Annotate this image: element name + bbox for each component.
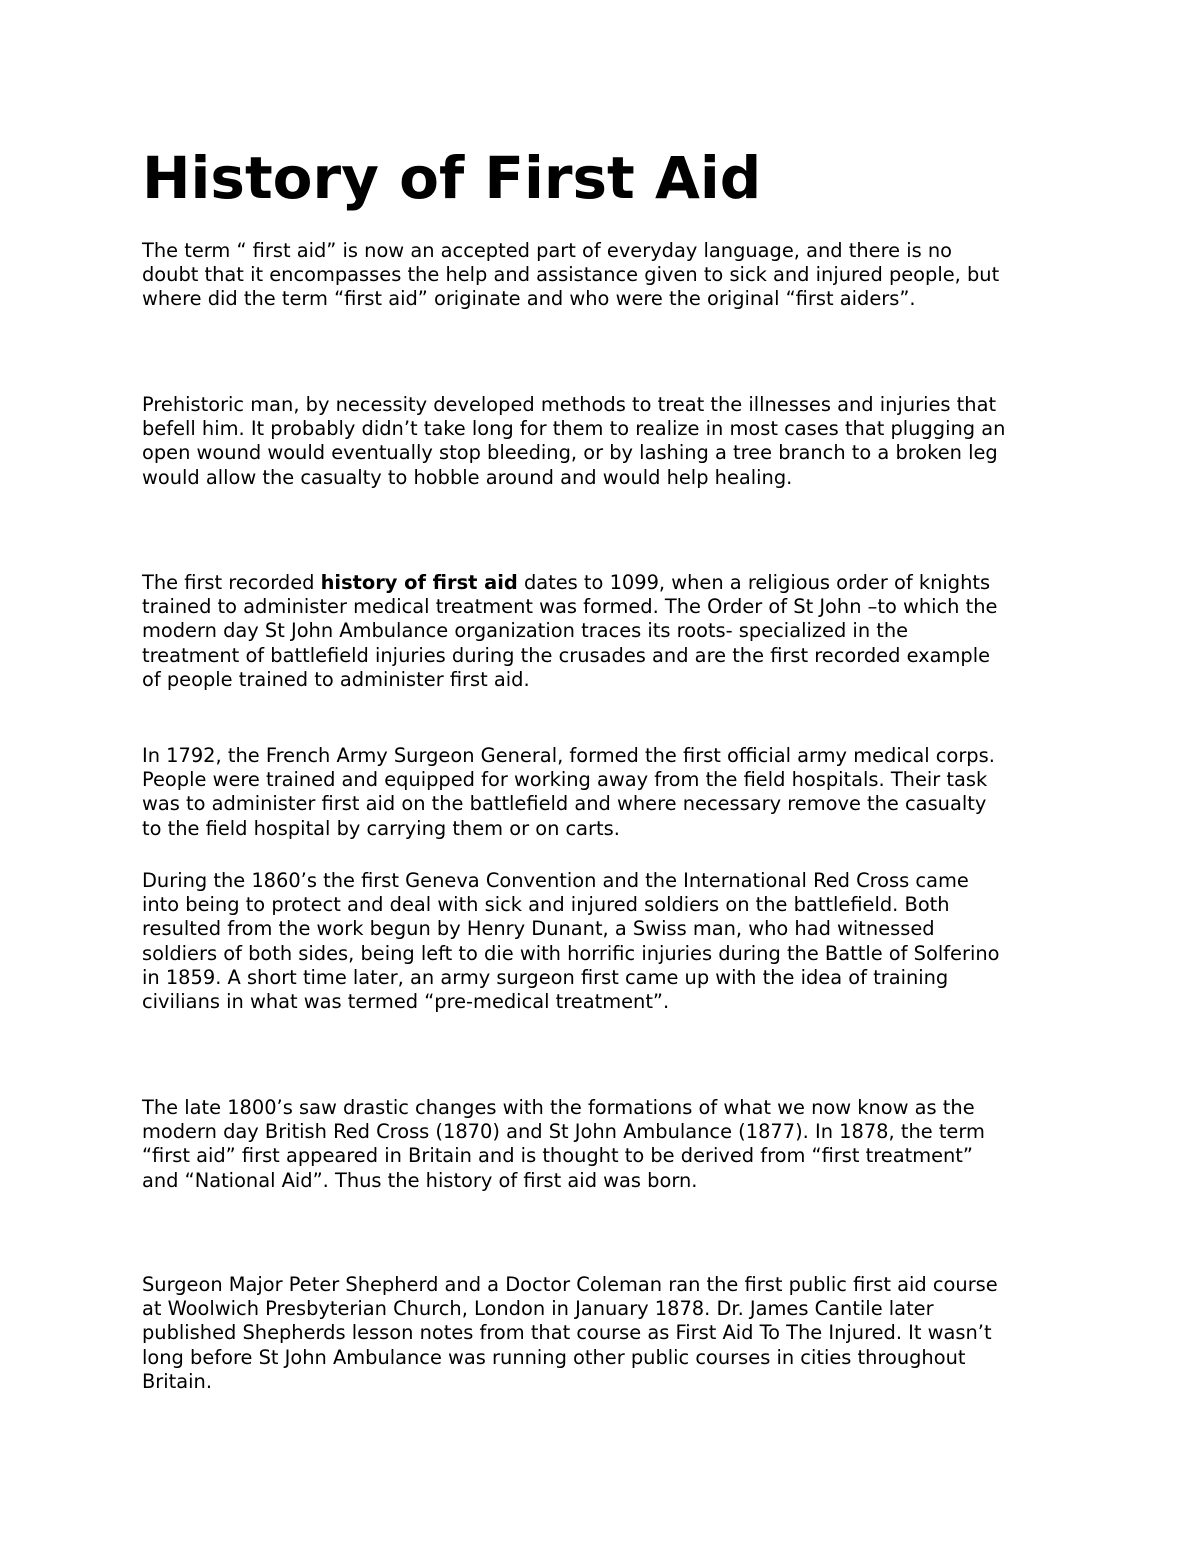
text-run: dates to 1099, when a religious order of knights [517, 571, 991, 594]
text-line: of people trained to administer first aid. [142, 667, 530, 691]
paragraph-order-of-st-john [142, 571, 1072, 692]
page-title: History of First Aid [142, 144, 762, 212]
text-line: modern day British Red Cross (1870) and St John Ambulance (1877). In 1878, the term [142, 1120, 985, 1144]
paragraph-late-1800s [142, 1096, 1072, 1193]
text-line: long before St John Ambulance was running other public courses in cities throughout [142, 1345, 966, 1369]
text-line: was to administer first aid on the battlefield and where necessary remove the casualty [142, 792, 987, 816]
text-line: doubt that it encompasses the help and assistance given to sick and injured people, but [142, 263, 1000, 287]
paragraph-first-course [142, 1273, 1072, 1394]
text-line: Prehistoric man, by necessity developed methods to treat the illnesses and injuries that [142, 393, 997, 416]
text-run: The first recorded [142, 571, 321, 594]
text-line: treatment of battlefield injuries during the crusades and are the first recorded example [142, 643, 991, 667]
text-line: In 1792, the French Army Surgeon General, formed the first official army medical corps. [142, 744, 995, 767]
text-line: where did the term “first aid” originate and who were the original “first aiders”. [142, 287, 916, 311]
text-line: and “National Aid”. Thus the history of first aid was born. [142, 1168, 698, 1192]
text-line: would allow the casualty to hobble around and would help healing. [142, 465, 793, 489]
text-line: in 1859. A short time later, an army surgeon first came up with the idea of training [142, 965, 949, 989]
text-line: “first aid” first appeared in Britain and is thought to be derived from “first treatment” [142, 1144, 973, 1168]
text-line: Britain. [142, 1369, 212, 1393]
text-line: civilians in what was termed “pre-medical treatment”. [142, 990, 670, 1014]
text-line: Surgeon Major Peter Shepherd and a Doctor Coleman ran the first public first aid course [142, 1273, 998, 1296]
text-line: open wound would eventually stop bleeding, or by lashing a tree branch to a broken leg [142, 441, 998, 465]
text-line: to the field hospital by carrying them or on carts. [142, 816, 620, 840]
text-line [142, 571, 1072, 595]
paragraph-prehistoric [142, 393, 1072, 490]
paragraph-1792 [142, 744, 1072, 841]
text-line: The term “ first aid” is now an accepted part of everyday language, and there is no [142, 239, 953, 262]
text-line: People were trained and equipped for working away from the field hospitals. Their task [142, 768, 988, 792]
text-line: modern day St John Ambulance organization traces its roots- specialized in the [142, 619, 909, 643]
text-line: befell him. It probably didn’t take long for them to realize in most cases that plugging an [142, 417, 1006, 441]
text-line: published Shepherds lesson notes from that course as First Aid To The Injured. It wasn’t [142, 1321, 992, 1345]
text-line: soldiers of both sides, being left to die with horrific injuries during the Battle of Solferino [142, 941, 1000, 965]
text-line: trained to administer medical treatment was formed. The Order of St John –to which the [142, 595, 998, 619]
paragraph-1860s [142, 869, 1072, 1014]
text-line: at Woolwich Presbyterian Church, London in January 1878. Dr. James Cantile later [142, 1297, 934, 1321]
bold-keyword: history of first aid [320, 571, 518, 594]
text-line: into being to protect and deal with sick and injured soldiers on the battlefield. Both [142, 893, 950, 917]
text-line: The late 1800’s saw drastic changes with the formations of what we now know as the [142, 1096, 975, 1119]
text-line: resulted from the work begun by Henry Dunant, a Swiss man, who had witnessed [142, 917, 935, 941]
text-line: During the 1860’s the first Geneva Convention and the International Red Cross came [142, 869, 969, 892]
paragraph-intro [142, 239, 1072, 312]
